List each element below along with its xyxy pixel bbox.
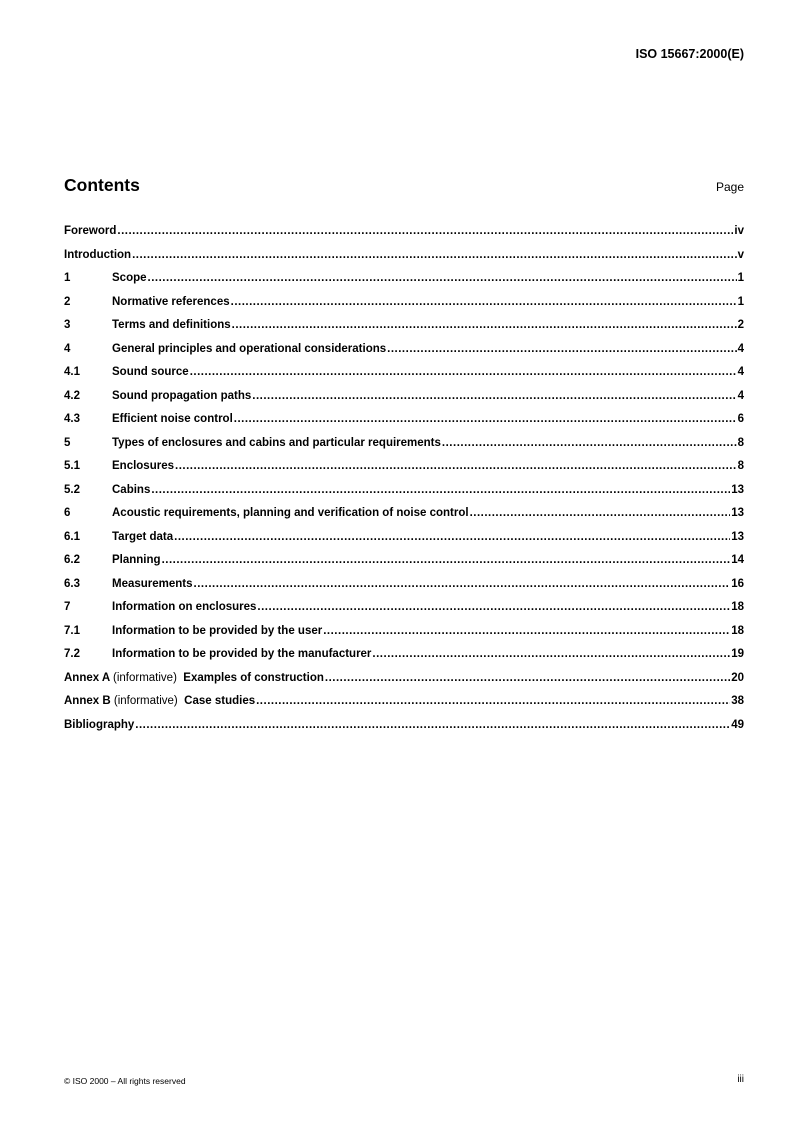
toc-entry-foreword[interactable] — [64, 225, 744, 249]
dot-leader — [190, 366, 737, 378]
dot-leader — [162, 554, 731, 566]
toc-entry-annex-b[interactable] — [64, 695, 744, 719]
toc-entry[interactable] — [64, 554, 744, 578]
toc-entry-number: 4 — [64, 342, 71, 355]
toc-entry[interactable] — [64, 460, 744, 484]
toc-entry-page: 1 — [737, 295, 744, 308]
toc-entry-title — [64, 672, 324, 684]
toc-entry-page: 49 — [731, 718, 744, 731]
toc-entry-page: 38 — [731, 695, 744, 707]
dot-leader — [442, 437, 737, 449]
toc-entry-title — [64, 695, 255, 707]
toc-entry[interactable] — [64, 648, 744, 672]
toc-entry[interactable] — [64, 343, 744, 367]
toc-entry-number: 4.2 — [64, 389, 80, 402]
toc-entry-number: 5 — [64, 436, 71, 449]
toc-entry[interactable] — [64, 507, 744, 531]
toc-entry-title: Enclosures — [112, 460, 174, 472]
toc-entry-title: Acoustic requirements, planning and verification of noise control — [112, 507, 469, 519]
toc-entry-title: Foreword — [64, 225, 117, 237]
toc-entry-number: 5.2 — [64, 483, 80, 496]
dot-leader — [132, 249, 737, 261]
toc-entry-page: 14 — [731, 554, 744, 566]
dot-leader — [151, 484, 730, 496]
toc-entry-title: Bibliography — [64, 718, 135, 731]
page-title: Contents — [64, 175, 140, 195]
toc-entry-title: Cabins — [112, 483, 151, 496]
toc-entry[interactable] — [64, 531, 744, 555]
toc-entry-page: iv — [734, 225, 744, 237]
toc-entry-title: Scope — [112, 272, 147, 284]
toc-entry[interactable] — [64, 601, 744, 625]
toc-entry-title: Normative references — [112, 295, 230, 308]
toc-entry-number: 6.3 — [64, 577, 80, 590]
toc-entry-title: Measurements — [112, 577, 193, 590]
dot-leader — [231, 296, 737, 308]
toc-entry-title: Target data — [112, 530, 174, 543]
dot-leader — [194, 578, 731, 590]
toc-entry-title: Introduction — [64, 248, 132, 261]
toc-entry-page: 1 — [737, 272, 744, 284]
toc-entry-annex-a[interactable] — [64, 672, 744, 696]
dot-leader — [234, 413, 737, 425]
toc-entry-title: Information to be provided by the manufacturer — [112, 648, 372, 660]
toc-entry-title: Sound source — [112, 366, 189, 378]
toc-entry-page: 8 — [737, 460, 744, 472]
toc-entry-page: 13 — [731, 483, 744, 496]
toc-entry[interactable] — [64, 484, 744, 508]
toc-entry-number: 6.1 — [64, 530, 80, 543]
page-column-label: Page — [715, 180, 744, 194]
copyright-notice: © ISO 2000 – All rights reserved — [64, 1076, 186, 1086]
annex-label: Annex B — [64, 695, 111, 707]
toc-entry-title: Types of enclosures and cabins and particular requirements — [112, 436, 441, 449]
annex-title: Case studies — [184, 695, 256, 707]
dot-leader — [117, 225, 733, 237]
toc-entry-title: General principles and operational considerations — [112, 342, 387, 355]
toc-entry-page: 13 — [731, 507, 744, 519]
toc-entry[interactable] — [64, 366, 744, 390]
toc-entry-page: 19 — [731, 648, 744, 660]
toc-entry-title: Planning — [112, 554, 161, 566]
toc-entry[interactable] — [64, 625, 744, 649]
toc-entry-number: 5.1 — [64, 460, 80, 472]
dot-leader — [252, 390, 736, 402]
toc-entry-number: 7.2 — [64, 648, 80, 660]
toc-entry-page: v — [737, 248, 744, 261]
toc-entry-page: 18 — [731, 624, 744, 637]
toc-entry-number: 4.1 — [64, 366, 80, 378]
dot-leader — [174, 531, 730, 543]
dot-leader — [470, 507, 731, 519]
toc-entry-number: 6 — [64, 507, 71, 519]
table-of-contents — [64, 225, 744, 742]
toc-entry-page: 16 — [731, 577, 744, 590]
toc-entry-number: 7.1 — [64, 624, 80, 637]
toc-entry-page: 4 — [737, 389, 744, 402]
dot-leader — [256, 695, 730, 707]
toc-entry-title: Information to be provided by the user — [112, 624, 323, 637]
annex-qualifier: (informative) — [113, 695, 178, 707]
dot-leader — [325, 672, 730, 684]
toc-entry-title: Information on enclosures — [112, 601, 257, 613]
annex-label: Annex A — [64, 671, 110, 684]
document-id: ISO 15667:2000(E) — [635, 47, 744, 61]
annex-qualifier: (informative) — [113, 671, 177, 684]
dot-leader — [372, 648, 730, 660]
toc-entry-number: 4.3 — [64, 413, 80, 425]
toc-entry-number: 1 — [64, 272, 71, 284]
toc-entry-number: 6.2 — [64, 554, 80, 566]
toc-entry-number: 7 — [64, 601, 71, 613]
page-number: iii — [737, 1074, 744, 1085]
toc-entry-page: 4 — [737, 366, 744, 378]
toc-entry-bibliography[interactable] — [64, 719, 744, 743]
dot-leader — [175, 460, 737, 472]
toc-entry[interactable] — [64, 413, 744, 437]
toc-entry-title: Sound propagation paths — [112, 389, 252, 402]
toc-entry-title: Efficient noise control — [112, 413, 233, 425]
toc-entry[interactable] — [64, 390, 744, 414]
annex-title: Examples of construction — [183, 671, 324, 684]
toc-entry[interactable] — [64, 272, 744, 296]
toc-entry[interactable] — [64, 578, 744, 602]
toc-entry-page: 8 — [737, 436, 744, 449]
toc-entry-page: 4 — [737, 342, 744, 355]
dot-leader — [257, 601, 730, 613]
toc-entry-page: 13 — [731, 530, 744, 543]
toc-entry-number: 3 — [64, 319, 71, 331]
toc-entry-page: 2 — [737, 319, 744, 331]
toc-entry-introduction[interactable] — [64, 249, 744, 273]
toc-entry-number: 2 — [64, 295, 71, 308]
dot-leader — [387, 343, 736, 355]
toc-entry-page: 20 — [731, 671, 744, 684]
dot-leader — [135, 719, 730, 731]
toc-entry[interactable] — [64, 296, 744, 320]
toc-entry[interactable] — [64, 319, 744, 343]
toc-entry-page: 6 — [737, 413, 744, 425]
dot-leader — [323, 625, 730, 637]
toc-entry-page: 18 — [731, 601, 744, 613]
toc-entry-title: Terms and definitions — [112, 319, 231, 331]
dot-leader — [232, 319, 737, 331]
toc-entry[interactable] — [64, 437, 744, 461]
dot-leader — [148, 272, 737, 284]
